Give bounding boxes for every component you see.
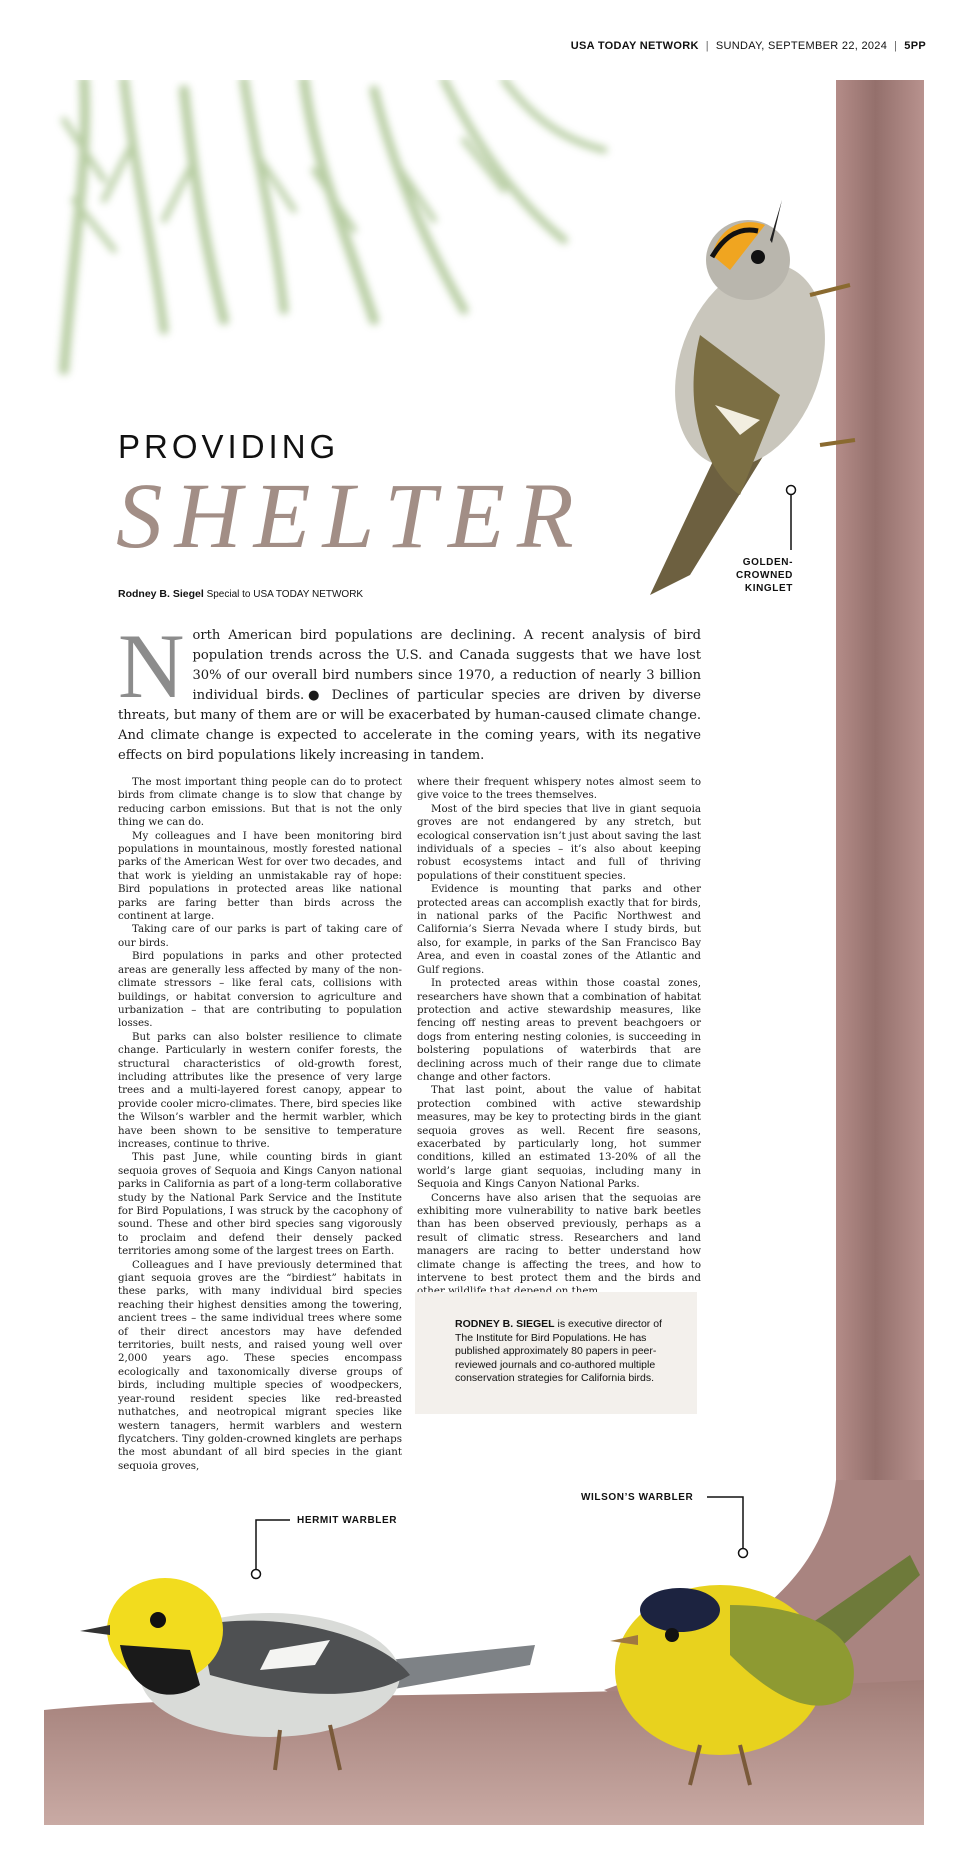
body-paragraph: In protected areas within those coastal zones, researchers have shown that a combination of habitat protection and active stewardship measures, like fencing off nesting areas to prevent beachgoers or dogs from entering nesting colonies, is succeeding in bolstering populations of waterbirds that are declining across much of their range due to climate change and other factors. [417, 977, 701, 1083]
body-paragraph: This past June, while counting birds in giant sequoia groves of Sequoia and Kings Canyon national parks in California as part of a long-term collaborative study by the National Park Service and the Institute for Bird Populations, I was struck by the cacophony of sound. These and other bird species sang vigorously to proclaim and defend their densely packed territories among some of the largest trees on Earth. [118, 1151, 402, 1258]
body-paragraph: That last point, about the value of habitat protection combined with active stewardship measures, may be key to protecting birds in the giant sequoia groves as well. Recent fire seasons, exacerbated by particularly long, hot summer conditions, killed an estimated 13-20% of all the world’s large giant sequoias, including many in Sequoia and Kings Canyon National Parks. [417, 1084, 701, 1191]
body-paragraph: The most important thing people can do to protect birds from climate change is to slow that change by reducing carbon emissions. But that is not the only thing we can do. [118, 776, 402, 829]
hermit-label: HERMIT WARBLER [297, 1515, 398, 1526]
kinglet-label-line: CROWNED [736, 570, 793, 581]
wilson-label: WILSON’S WARBLER [581, 1492, 694, 1503]
body-paragraph: But parks can also bolster resilience to climate change. Particularly in western conifer forests, the structural characteristics of old-growth forest, including attributes like the presence of very large trees and a multi-layered forest canopy, appear to provide cooler micro-climates. There, bird species like the Wilson’s warbler and the hermit warbler, which have been shown to be sensitive to temperature increases, continue to thrive. [118, 1030, 402, 1150]
drop-cap: N [118, 615, 185, 717]
bio-text: is executive director of The Institute for Bird Populations. He has published approximately 80 papers in peer-reviewed journals and co-authored multiple conservation strategies for California birds. [455, 1318, 662, 1385]
author-bio-box [415, 1292, 697, 1414]
wilsons-warbler-illustration [610, 1535, 920, 1795]
body-paragraph: Bird populations in parks and other protected areas are generally less affected by many of the non-climate stressors – like feral cats, collisions with buildings, or habitat conversion to agriculture and urbanization – that are contributing to population losses. [118, 950, 402, 1030]
kinglet-label [728, 556, 793, 595]
byline-author: Rodney B. Siegel [118, 588, 204, 600]
sequoia-foliage [64, 80, 604, 370]
lede-paragraph [118, 615, 701, 766]
body-paragraph: Concerns have also arisen that the sequoias are exhibiting more vulnerability to native bark beetles than has been observed previously, perhaps as a result of climatic stress. Researchers and land managers are racing to better understand how climate change is affecting the trees, and how to intervene to best protect them and the birds and [417, 1191, 701, 1285]
headline-kicker: PROVIDING [118, 428, 340, 465]
author-bio [455, 1318, 670, 1386]
kinglet-label-line: KINGLET [744, 583, 793, 594]
byline [118, 588, 363, 600]
kinglet-callout-line [785, 484, 797, 550]
kinglet-label-line: GOLDEN- [742, 557, 793, 568]
body-paragraph: My colleagues and I have been monitoring bird populations in mountainous, mostly forested national parks of the American West for over two decades, and that work is yielding an unmistakable ray of hope: Bird populations in protected areas like national parks are faring better than birds across the continent at large. [118, 829, 402, 923]
body-paragraph: Taking care of our parks is part of taking care of our birds. [118, 923, 402, 949]
article-column-2 [417, 776, 701, 1299]
headline-title: SHELTER [116, 465, 586, 568]
lede-text: orth American bird populations are declining. A recent analysis of bird population trends across the U.S. and Canada suggests that we have lost 30% of our overall bird numbers since 1970, a reduction of nearly 3 billion individual birds.● Declines of particular species are driven by diverse threats, but many of them are or will be exacerbated by human-caused climate change. And climate change is expected to accelerate in the coming years, with its negative effects on bird populations likely increasing in tandem. [118, 628, 701, 763]
network-name: USA TODAY NETWORK [570, 40, 699, 52]
hermit-warbler-illustration [80, 1555, 540, 1785]
issue-date: SUNDAY, SEPTEMBER 22, 2024 [715, 40, 888, 52]
body-paragraph: Most of the bird species that live in giant sequoia groves are not endangered by any stretch, but ecological conservation isn’t just about saving the last individuals of a species – it’s also about keeping robust ecosystems intact and full of thriving populations of their constituent species. [417, 802, 701, 882]
page-number: 5PP [904, 40, 926, 52]
body-paragraph: Colleagues and I have previously determined that giant sequoia groves are the “birdiest” habitats in these parks, with many individual bird species reaching their highest densities among the towering, ancient trees – the same individual trees where some of their direct ancestors may have defended territories, built nests, and raised young well over 2,000 years ago. These species encompass ecologically and taxonomically diverse groups of birds, including multiple species of woodpeckers, year-round resident species like red-breasted nuthatches, and neotropical migrant species like western tanagers, hermit warblers and western flycatchers. Tiny golden-crowned kinglets are perhaps the most abundant of all bird species in the giant sequoia groves, [118, 1258, 402, 1472]
byline-credit: Special to USA TODAY NETWORK [206, 589, 364, 600]
article-column-1 [118, 776, 402, 1473]
bio-name: RODNEY B. SIEGEL [455, 1318, 555, 1330]
body-paragraph: where their frequent whispery notes almost seem to give voice to the trees themselves. [417, 776, 701, 802]
body-paragraph: Evidence is mounting that parks and other protected areas can accomplish exactly that for birds, in national parks of the Pacific Northwest and California’s Sierra Nevada where I study birds, but also, for example, in parks of the San Francisco Bay Area, and even in coastal zones of the Atlantic and Gulf regions. [417, 883, 701, 976]
golden-crowned-kinglet-illustration [620, 195, 860, 615]
masthead-line: USA TODAY NETWORK | SUNDAY, SEPTEMBER 22, 2024 | 5PP [570, 40, 926, 52]
